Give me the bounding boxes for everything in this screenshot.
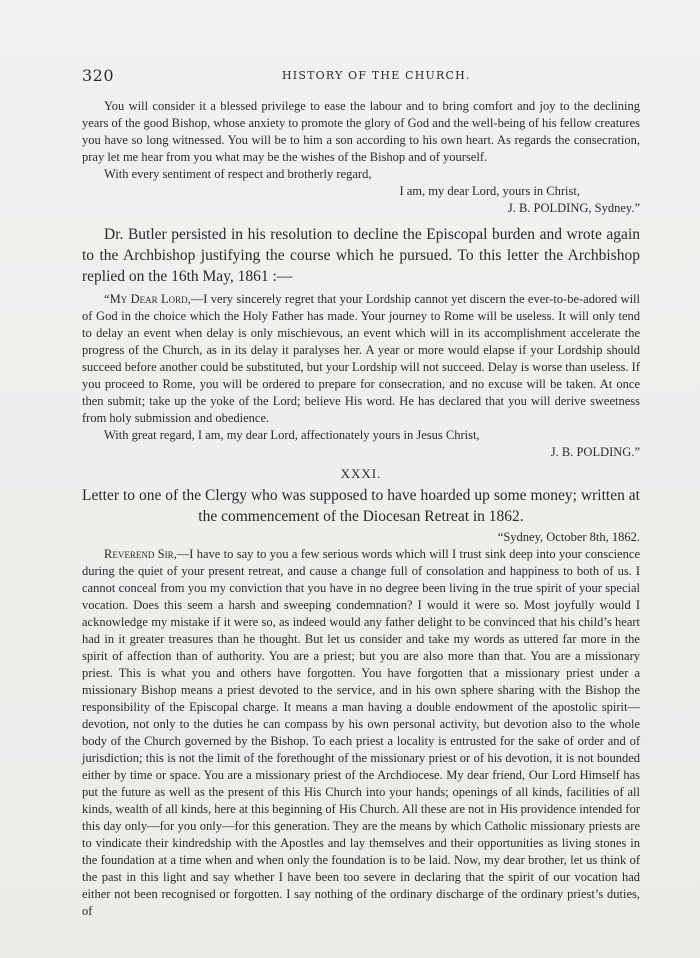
- section-body-text: —I have to say to you a few serious words which will I trust sink deep into your conscience during the quiet of your present retreat, and cause a change full of consolation and happiness to both of us. I cannot conceal from you my conviction that you have in no degree been living in the true spirit of your special vocation. Does this seem a harsh and sweeping condemnation? I would it were so. Most joyfully would I acknowledge my mistake if it were so, as indeed would any father delight to be convinced that his child’s heart had in it greater treasures than he thought. But let us consider and take my words as uttered far more in the spirit of affection than of authority. You are a priest; but you are also more than that. You are a missionary priest. This is what you and others have forgotten. You have forgotten that a missionary priest under a missionary Bishop means a priest devoted to the service, and in his own sphere sharing with the Bishop the responsibility of the Episcopal charge. It means a man having a double endowment of the apostolic spirit—devotion, not only to the duties he can compass by his own personal activity, but devotion also to the whole body of the Church governed by the Bishop. To each priest a locality is entrusted for the sake of order and of jurisdiction; this is not the limit of the forethought of the missionary priest or of his devotion, it is not bounded either by time or space. You are a missionary priest of the Archdiocese. My dear friend, Our Lord Himself has put the future as well as the present of this His Church into your hands; openings of all kinds, facilities of all kinds, wealth of all kinds, here at this beginning of His Church. All these are not in His providence intended for this day only—for you only—for this generation. They are the means by which Catholic missionary priests are to vindicate their kindredship with the Apostles and lay themselves and their opportunities as living stones in the foundation at a time when and when only the foundation is to be laid. Now, my dear brother, let us think of the past in this light and say whether I have been too severe in declaring that the spirit of our vocation had either not been recognised or forgotten. I say nothing of the ordinary discharge of the ordinary priest’s duties, of: [82, 547, 640, 918]
- running-head: HISTORY OF THE CHURCH.: [282, 69, 471, 82]
- letter-end-signature: J. B. POLDING, Sydney.”: [507, 201, 640, 215]
- section-salutation: Reverend Sir,: [104, 547, 177, 561]
- reply-letter-body: [82, 291, 640, 427]
- reply-letter-signature: J. B. POLDING.”: [550, 445, 640, 459]
- section-numeral: XXXI.: [340, 466, 382, 481]
- narration-paragraph: Dr. Butler persisted in his resolution to decline the Episcopal burden and wrote again to the Archbishop justifying the course which he pursued. To this letter the Archbishop replied on the 16th May, 1861 :—: [82, 226, 640, 285]
- reply-body-text: —I very sincerely regret that your Lordship cannot yet discern the ever-to-be-adored will of God in the choice which the Holy Father has made. Your journey to Rome will be useless. It will only tend to delay an event when delay is only mischievous, an event which will in its accomplishment accelerate the progress of the Church, as in its delay it paralyses her. A year or more would elapse if your Lordship should succeed before another could be substituted, but your Lordship will not succeed. Delay is worse than useless. If you proceed to Rome, you will be ordered to prepare for consecration, and no excuse will be taken. At once then submit; take up the yoke of the Lord; believe His word. He has declared that you will derive sweetness from holy submission and obedience.: [82, 292, 641, 425]
- reply-salutation: My Dear Lord,: [109, 292, 191, 306]
- letter-end-paragraph: You will consider it a blessed privilege to ease the labour and to bring comfort and joy to the declining years of the good Bishop, whose anxiety to promote the glory of God and the well-being of his fellow creatures you have so long witnessed. You will be to him a son according to his own heart. As regards the consecration, pray let me hear from you what may be the wishes of the Bishop and of yourself.: [82, 99, 640, 164]
- page-body: [82, 98, 640, 920]
- section-letter-body: [82, 546, 640, 920]
- opening-quote: “: [104, 292, 110, 306]
- page-number: 320: [82, 66, 115, 85]
- page-header: [82, 66, 642, 86]
- section-title: Letter to one of the Clergy who was supposed to have hoarded up some money; written at the commencement of the Diocesan Retreat in 1862.: [82, 487, 640, 525]
- section-dateline: “Sydney, October 8th, 1862.: [497, 530, 640, 544]
- letter-end-signoff: I am, my dear Lord, yours in Christ,: [399, 184, 580, 198]
- letter-end-closing: With every sentiment of respect and brotherly regard,: [104, 167, 372, 181]
- reply-letter-closing: With great regard, I am, my dear Lord, affectionately yours in Jesus Christ,: [104, 428, 480, 442]
